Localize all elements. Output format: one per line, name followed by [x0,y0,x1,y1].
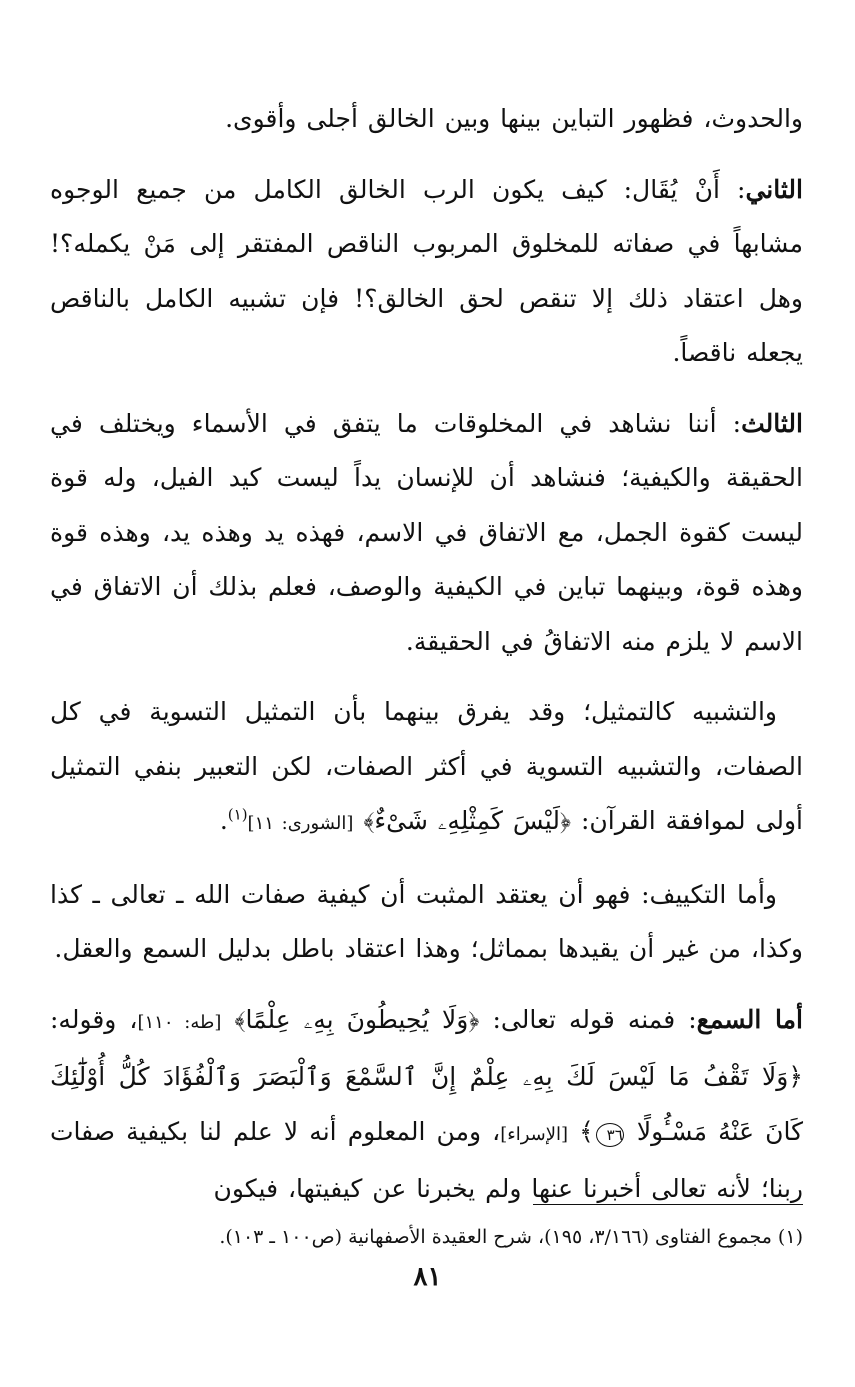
page-body [50,92,803,1233]
paragraph-text: والتشبيه كالتمثيل؛ وقد يفرق بينهما بأن التمثيل التسوية في كل الصفات، والتشبيه التسوية في أكثر الصفات، لكن التعبير بنفي التمثيل أولى لموافقة القرآن: [50,697,803,835]
verse-reference: [الإسراء] [500,1123,568,1145]
page-number [0,1262,855,1292]
paragraph-text: ، ومن المعلوم أنه لا علم لنا بكيفية صفات ربنا؛ لأنه تعالى أخبرنا عنها ولم يخبرنا عن كيفيتها، فيكون [50,1116,803,1203]
paragraph-sam [50,993,803,1217]
quran-bracket: ﴾ [579,1116,594,1146]
paragraph-text: ، وقوله: [50,1004,138,1034]
footnote [50,1222,803,1252]
sentence-end: . [219,806,228,835]
quran-verse: ﴿وَلَا تَقْفُ مَا لَيْسَ لَكَ بِهِۦ عِلْمٌ إِنَّ ٱلسَّمْعَ وَٱلْبَصَرَ وَٱلْفُؤَادَ كُلُّ أُوْلَٰٓئِكَ كَانَ عَنْهُ مَسْـُٔولًا [50,1062,804,1146]
page-number-text: ٨١ [413,1262,442,1292]
quran-verse: ﴿وَلَا يُحِيطُونَ بِهِۦ عِلْمًا﴾ [234,1004,480,1034]
quran-verse: ﴿لَيْسَ كَمِثْلِهِۦ شَىْءٌ﴾ [363,806,572,835]
paragraph-third-point [50,397,803,670]
verse-reference: [طه: ١١٠] [137,1011,222,1033]
paragraph-text: : أننا نشاهد في المخلوقات ما يتفق في الأسماء ويختلف في الحقيقة والكيفية؛ فنشاهد أن للإنسان يداً ليست كيد الفيل، وله قوة ليست كقوة الجمل، مع الاتفاق في الاسم، فهذه يد وهذه يد، وهذه قوة وهذه قوة، وبينهما تباين في الكيفية والوصف، فعلم بذلك أن الاتفاق في الاسم لا يلزم منه الاتفاقُ في الحقيقة. [50,408,803,656]
paragraph-text: والحدوث، فظهور التباين بينها وبين الخالق أجلى وأقوى. [225,104,803,133]
paragraph-text: : أَنْ يُقَال: كيف يكون الرب الخالق الكامل من جميع الوجوه مشابهاً في صفاته للمخلوق المربوب الناقص المفتقر إلى مَنْ يكمله؟! وهل اعتقاد ذلك إلا تنقص لحق الخالق؟! فإن تشبيه الكامل بالناقص يجعله ناقصاً. [50,174,803,367]
paragraph-lead: الثاني [745,174,803,204]
paragraph-text: : فمنه قوله تعالى: [479,1004,697,1034]
footnote-text: (١) مجموع الفتاوى (٣/١٦٦، ١٩٥)، شرح العقيدة الأصفهانية (ص١٠٠ ـ ١٠٣). [219,1226,803,1248]
paragraph-text: وأما التكييف: فهو أن يعتقد المثبت أن كيفية صفات الله ـ تعالى ـ كذا وكذا، من غير أن يقيدها بمماثل؛ وهذا اعتقاد باطل بدليل السمع والعقل. [50,879,803,963]
paragraph-lead: أما السمع [696,1004,803,1034]
footnote-marker: (١) [227,805,248,824]
paragraph-continuation [50,92,803,147]
verse-end-marker: ٣٦ [596,1123,624,1147]
footnote-divider [533,1204,803,1205]
paragraph-lead: الثالث [741,408,803,438]
verse-reference: [الشورى: ١١] [247,813,354,834]
paragraph-second-point [50,163,803,381]
paragraph-tashbih [50,685,803,852]
paragraph-takyif [50,868,803,977]
